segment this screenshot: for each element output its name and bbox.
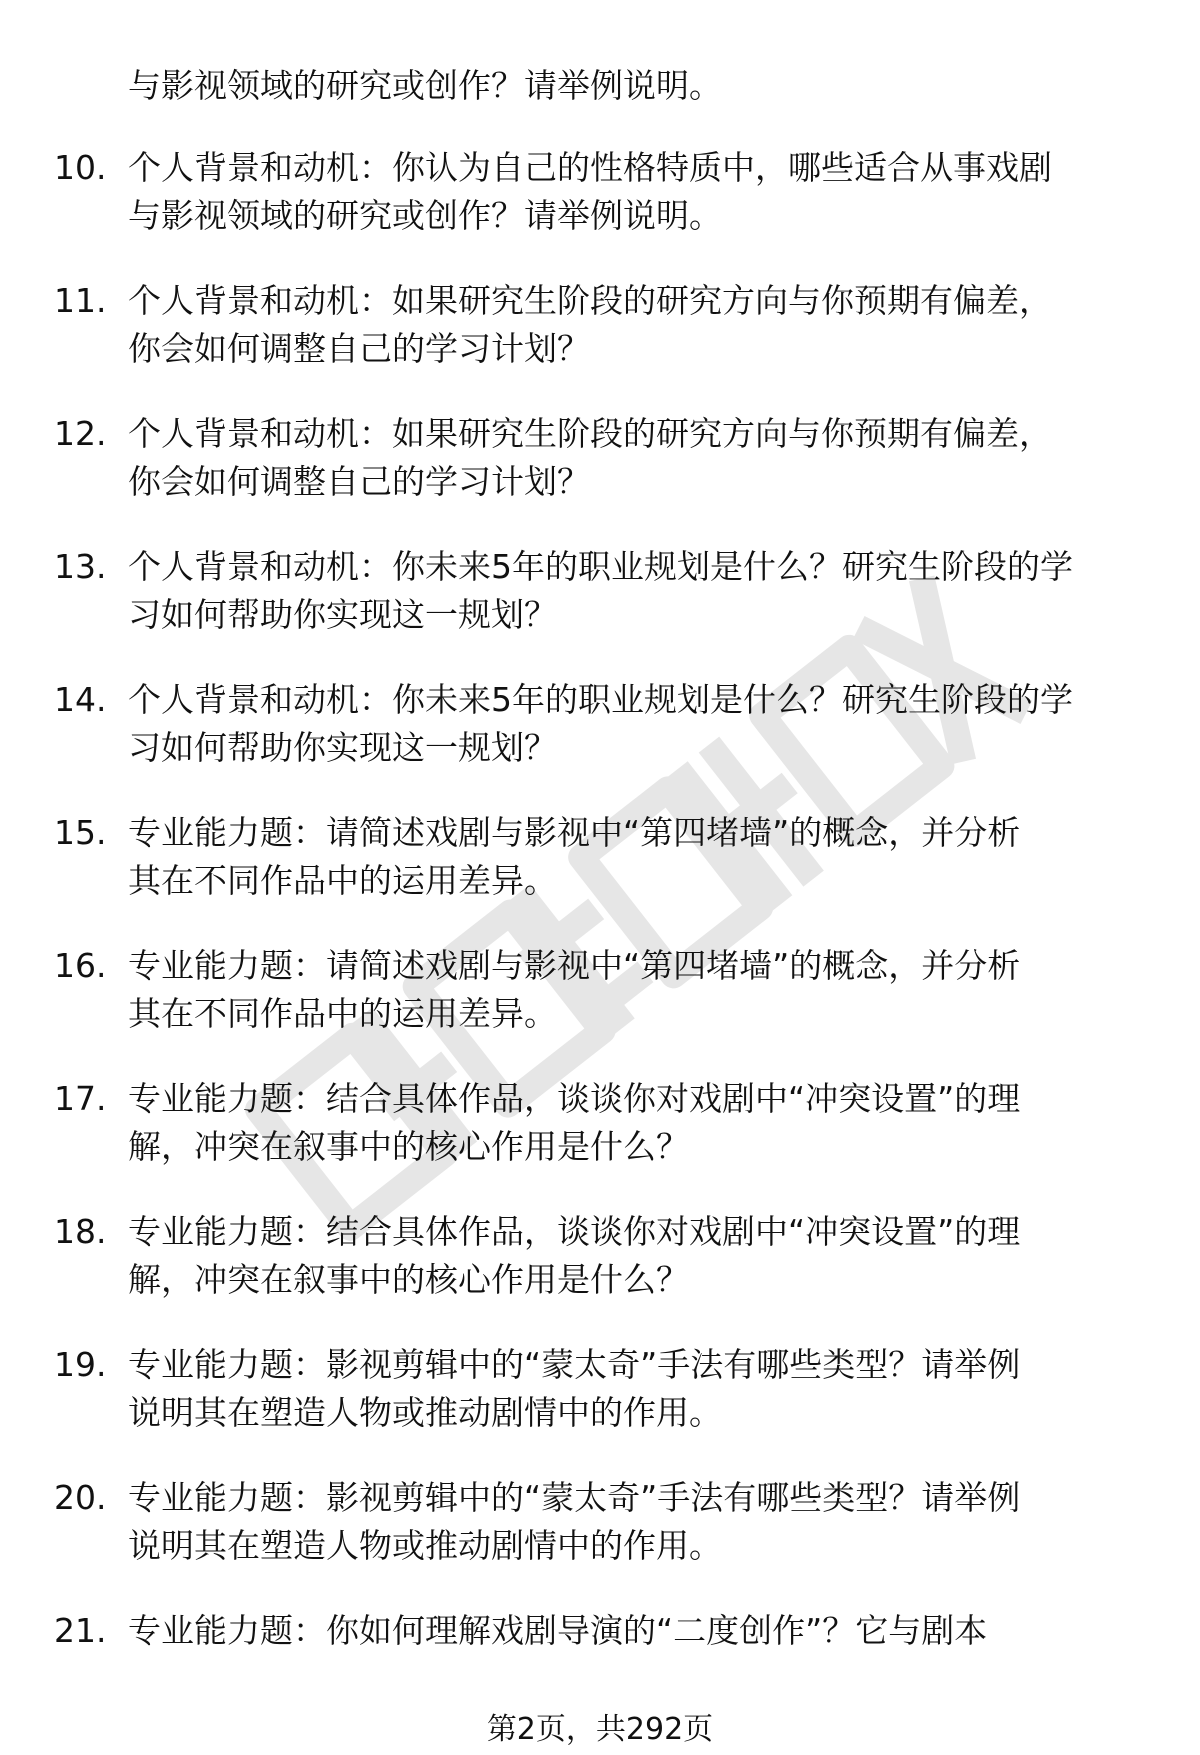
question-number: 15. <box>54 813 107 852</box>
question-item <box>0 277 1200 410</box>
question-text <box>128 1607 1168 1655</box>
question-number: 19. <box>54 1345 107 1384</box>
question-item <box>0 809 1200 942</box>
question-line: 说明其在塑造人物或推动剧情中的作用。 <box>128 1526 722 1565</box>
question-line: 解，冲突在叙事中的核心作用是什么？ <box>128 1260 689 1299</box>
question-number: 21. <box>54 1611 107 1650</box>
question-number: 10. <box>54 148 107 187</box>
question-line: 其在不同作品中的运用差异。 <box>128 994 557 1033</box>
question-number: 14. <box>54 680 107 719</box>
question-item <box>0 1341 1200 1474</box>
question-text <box>128 410 1168 506</box>
question-line: 专业能力题：你如何理解戏剧导演的“二度创作”？它与剧本 <box>128 1611 988 1650</box>
question-line: 专业能力题：结合具体作品，谈谈你对戏剧中“冲突设置”的理 <box>128 1212 1021 1251</box>
question-text <box>128 809 1168 905</box>
question-text <box>128 942 1168 1038</box>
question-text <box>128 676 1168 772</box>
question-line: 其在不同作品中的运用差异。 <box>128 861 557 900</box>
question-text <box>128 543 1168 639</box>
continued-question-line: 与影视领域的研究或创作？请举例说明。 <box>128 66 722 105</box>
question-line: 专业能力题：影视剪辑中的“蒙太奇”手法有哪些类型？请举例 <box>128 1345 1021 1384</box>
question-line: 你会如何调整自己的学习计划？ <box>128 329 590 368</box>
page-number-label: 第2页，共292页 <box>486 1712 714 1747</box>
question-line: 专业能力题：请简述戏剧与影视中“第四堵墙”的概念，并分析 <box>128 946 1021 985</box>
question-text <box>128 277 1168 373</box>
question-item <box>0 942 1200 1075</box>
question-line: 个人背景和动机：如果研究生阶段的研究方向与你预期有偏差， <box>128 281 1052 320</box>
question-line: 与影视领域的研究或创作？请举例说明。 <box>128 196 722 235</box>
question-item <box>0 1075 1200 1208</box>
question-line: 习如何帮助你实现这一规划？ <box>128 728 557 767</box>
question-line: 个人背景和动机：你未来5年的职业规划是什么？研究生阶段的学 <box>128 547 1073 586</box>
question-number: 13. <box>54 547 107 586</box>
question-text <box>128 1208 1168 1304</box>
question-line: 专业能力题：影视剪辑中的“蒙太奇”手法有哪些类型？请举例 <box>128 1478 1021 1517</box>
question-line: 专业能力题：请简述戏剧与影视中“第四堵墙”的概念，并分析 <box>128 813 1021 852</box>
question-line: 专业能力题：结合具体作品，谈谈你对戏剧中“冲突设置”的理 <box>128 1079 1021 1118</box>
question-number: 17. <box>54 1079 107 1118</box>
question-line: 个人背景和动机：如果研究生阶段的研究方向与你预期有偏差， <box>128 414 1052 453</box>
question-item <box>0 1474 1200 1607</box>
question-item <box>0 1208 1200 1341</box>
question-line: 习如何帮助你实现这一规划？ <box>128 595 557 634</box>
page-footer <box>0 1710 1200 1750</box>
question-line: 你会如何调整自己的学习计划？ <box>128 462 590 501</box>
question-line: 解，冲突在叙事中的核心作用是什么？ <box>128 1127 689 1166</box>
question-line: 个人背景和动机：你未来5年的职业规划是什么？研究生阶段的学 <box>128 680 1073 719</box>
question-number: 20. <box>54 1478 107 1517</box>
continued-question-text <box>128 62 1168 110</box>
question-text <box>128 144 1168 240</box>
question-item <box>0 144 1200 277</box>
question-text <box>128 1341 1168 1437</box>
question-text <box>128 1474 1168 1570</box>
question-item <box>0 543 1200 676</box>
question-number: 11. <box>54 281 107 320</box>
question-number: 16. <box>54 946 107 985</box>
question-line: 说明其在塑造人物或推动剧情中的作用。 <box>128 1393 722 1432</box>
question-line: 个人背景和动机：你认为自己的性格特质中，哪些适合从事戏剧 <box>128 148 1052 187</box>
question-item <box>0 410 1200 543</box>
question-text <box>128 1075 1168 1171</box>
question-item <box>0 676 1200 809</box>
question-number: 18. <box>54 1212 107 1251</box>
question-number: 12. <box>54 414 107 453</box>
question-list <box>0 144 1200 1740</box>
